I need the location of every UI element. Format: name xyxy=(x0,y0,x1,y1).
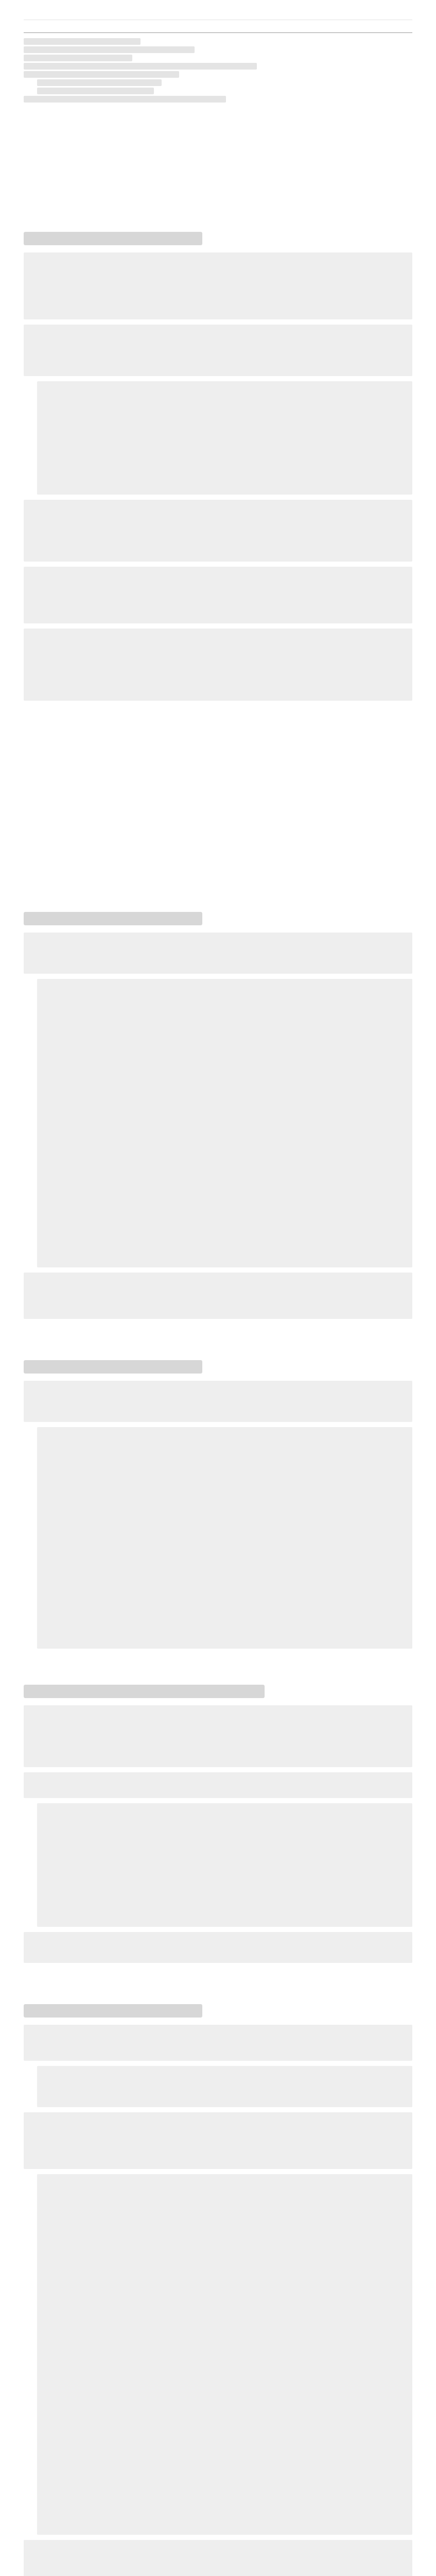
toc-entry[interactable] xyxy=(24,71,179,78)
document-title-bar xyxy=(24,0,412,20)
section-heading xyxy=(24,232,202,245)
section-paragraph xyxy=(24,933,412,974)
section-heading xyxy=(24,1685,265,1698)
section-paragraph xyxy=(24,325,412,376)
section-list xyxy=(37,381,412,495)
section-paragraph xyxy=(24,252,412,319)
document-section xyxy=(24,232,412,706)
document-section xyxy=(24,1360,412,1654)
section-list xyxy=(37,2066,412,2107)
document-section xyxy=(24,1685,412,1968)
toc-entry[interactable] xyxy=(24,38,141,45)
section-paragraph xyxy=(24,2540,412,2576)
toc-entry[interactable] xyxy=(24,46,195,53)
section-list xyxy=(37,1427,412,1649)
section-heading xyxy=(24,2004,202,2018)
toc-entry[interactable] xyxy=(24,55,132,61)
toc-entry[interactable] xyxy=(24,96,226,103)
section-paragraph xyxy=(24,500,412,562)
table-of-contents xyxy=(24,29,412,103)
section-paragraph xyxy=(24,1273,412,1319)
section-paragraph xyxy=(24,1381,412,1422)
toc-entry[interactable] xyxy=(37,88,154,94)
toc-heading xyxy=(24,29,412,33)
section-list xyxy=(37,1803,412,1927)
section-heading xyxy=(24,1360,202,1374)
section-list xyxy=(37,979,412,1267)
section-paragraph xyxy=(24,1772,412,1798)
toc-entry[interactable] xyxy=(24,63,257,70)
section-paragraph xyxy=(24,2025,412,2061)
section-paragraph xyxy=(24,1705,412,1767)
toc-entry[interactable] xyxy=(37,79,162,86)
section-heading xyxy=(24,912,202,925)
document-section xyxy=(24,2004,412,2576)
section-paragraph xyxy=(24,629,412,701)
section-paragraph xyxy=(24,567,412,623)
toc-entries xyxy=(24,38,412,103)
section-list xyxy=(37,2174,412,2535)
section-paragraph xyxy=(24,2112,412,2169)
section-paragraph xyxy=(24,1932,412,1963)
document-section xyxy=(24,912,412,1324)
